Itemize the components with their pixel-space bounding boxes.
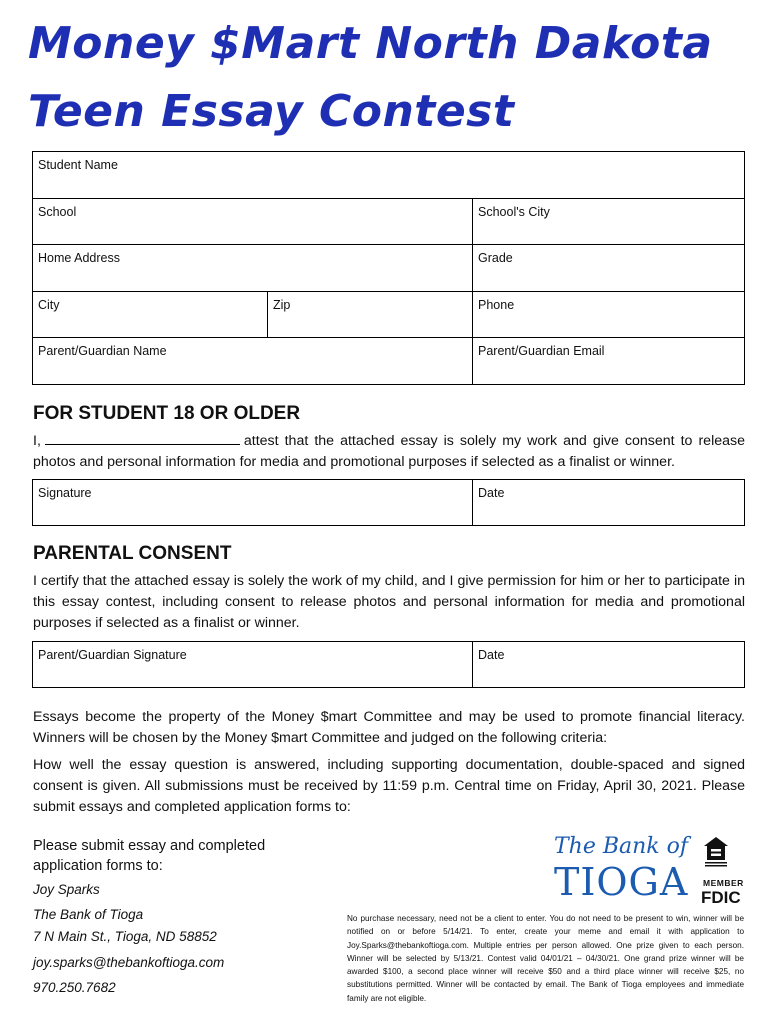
contact-name: Joy Sparks [33, 882, 100, 897]
bank-logo-tioga: TIOGA [554, 860, 689, 904]
parent-signature-field[interactable] [33, 642, 473, 688]
phone-label: Phone [478, 298, 515, 312]
parent-email-label: Parent/Guardian Email [478, 344, 605, 358]
phone-field[interactable] [473, 292, 745, 338]
student-18-heading: FOR STUDENT 18 OR OLDER [33, 403, 301, 424]
home-address-field[interactable] [33, 245, 473, 292]
student-date-field[interactable] [473, 480, 745, 526]
student-18-prefix: I, [33, 433, 41, 449]
contact-address: 7 N Main St., Tioga, ND 58852 [33, 929, 217, 944]
parent-signature-form [32, 641, 745, 688]
parent-name-field[interactable] [33, 338, 473, 385]
student-signature-label: Signature [38, 486, 92, 500]
city-label: City [38, 298, 60, 312]
schools-city-field[interactable] [473, 199, 745, 245]
home-address-label: Home Address [38, 251, 120, 265]
parent-date-field[interactable] [473, 642, 745, 688]
student-date-label: Date [478, 486, 505, 500]
student-signature-field[interactable] [33, 480, 473, 526]
parental-consent-statement: I certify that the attached essay is solely the work of my child, and I give permission for him or her to participate in this essay contest, including consent to release photos and personal information for media and promotional purposes if selected as a finalist or winner. [33, 573, 745, 631]
grade-label: Grade [478, 251, 513, 265]
student-info-form [32, 151, 745, 385]
schools-city-label: School's City [478, 205, 550, 219]
student-18-text: attest that the attached essay is solely my work and give consent to release photos and personal information for media and promotional purposes if selected as a finalist or winner. [33, 433, 745, 470]
student-18-statement [33, 431, 745, 473]
zip-label: Zip [273, 298, 291, 312]
grade-field[interactable] [473, 245, 745, 292]
student-name-field[interactable] [33, 152, 745, 199]
parent-signature-label: Parent/Guardian Signature [38, 648, 187, 662]
page-title-line1: Money $Mart North Dakota [28, 18, 713, 69]
student-name-label: Student Name [38, 158, 118, 172]
parental-consent-heading: PARENTAL CONSENT [33, 543, 232, 564]
student-signature-form [32, 479, 745, 526]
parent-date-label: Date [478, 648, 505, 662]
fdic-label: FDIC [701, 888, 741, 907]
fine-print: No purchase necessary, need not be a client to enter. You do not need to be present to win, winner will be notified on or before 5/14/21. To enter, create your meme and email it with application to Joy.Sparks@thebankoftioga.com. Multiple entries per person allowed. One prize given to each person. Winner will be selected by 5/13/21. Contest valid 04/01/21 – 04/30/21. One grand prize winner will be awarded $100, a second place winner will receive $50 and a third place winner will receive $25, no substitutions permitted. Winner will be contacted by email. The Bank of Tioga employees and immediate family are not eligible. [347, 914, 744, 1003]
bank-logo-the-bank-of: The Bank of [554, 834, 689, 859]
zip-field[interactable] [268, 292, 473, 338]
parent-email-field[interactable] [473, 338, 745, 385]
contact-phone: 970.250.7682 [33, 980, 116, 995]
student-name-blank[interactable] [45, 432, 240, 445]
equal-housing-lender-icon [703, 836, 729, 868]
school-field[interactable] [33, 199, 473, 245]
info-paragraph-2: How well the essay question is answered, including supporting documentation, double-spaced and signed consent is given. All submissions must be received by 11:59 p.m. Central time on Friday, April 30, 2021. Please submit essays and completed application forms to: [33, 757, 745, 815]
info-paragraph-1: Essays become the property of the Money $mart Committee and may be used to promote financial literacy. Winners will be chosen by the Money $mart Committee and judged on the following criteria: [33, 709, 745, 746]
city-field[interactable] [33, 292, 268, 338]
submit-label: Please submit essay and completed application forms to: [33, 838, 266, 874]
school-label: School [38, 205, 77, 219]
contact-org: The Bank of Tioga [33, 907, 144, 922]
parent-name-label: Parent/Guardian Name [38, 344, 167, 358]
member-label: MEMBER [703, 878, 744, 888]
contact-email[interactable]: joy.sparks@thebankoftioga.com [33, 955, 225, 970]
page-title-line2: Teen Essay Contest [28, 86, 515, 137]
